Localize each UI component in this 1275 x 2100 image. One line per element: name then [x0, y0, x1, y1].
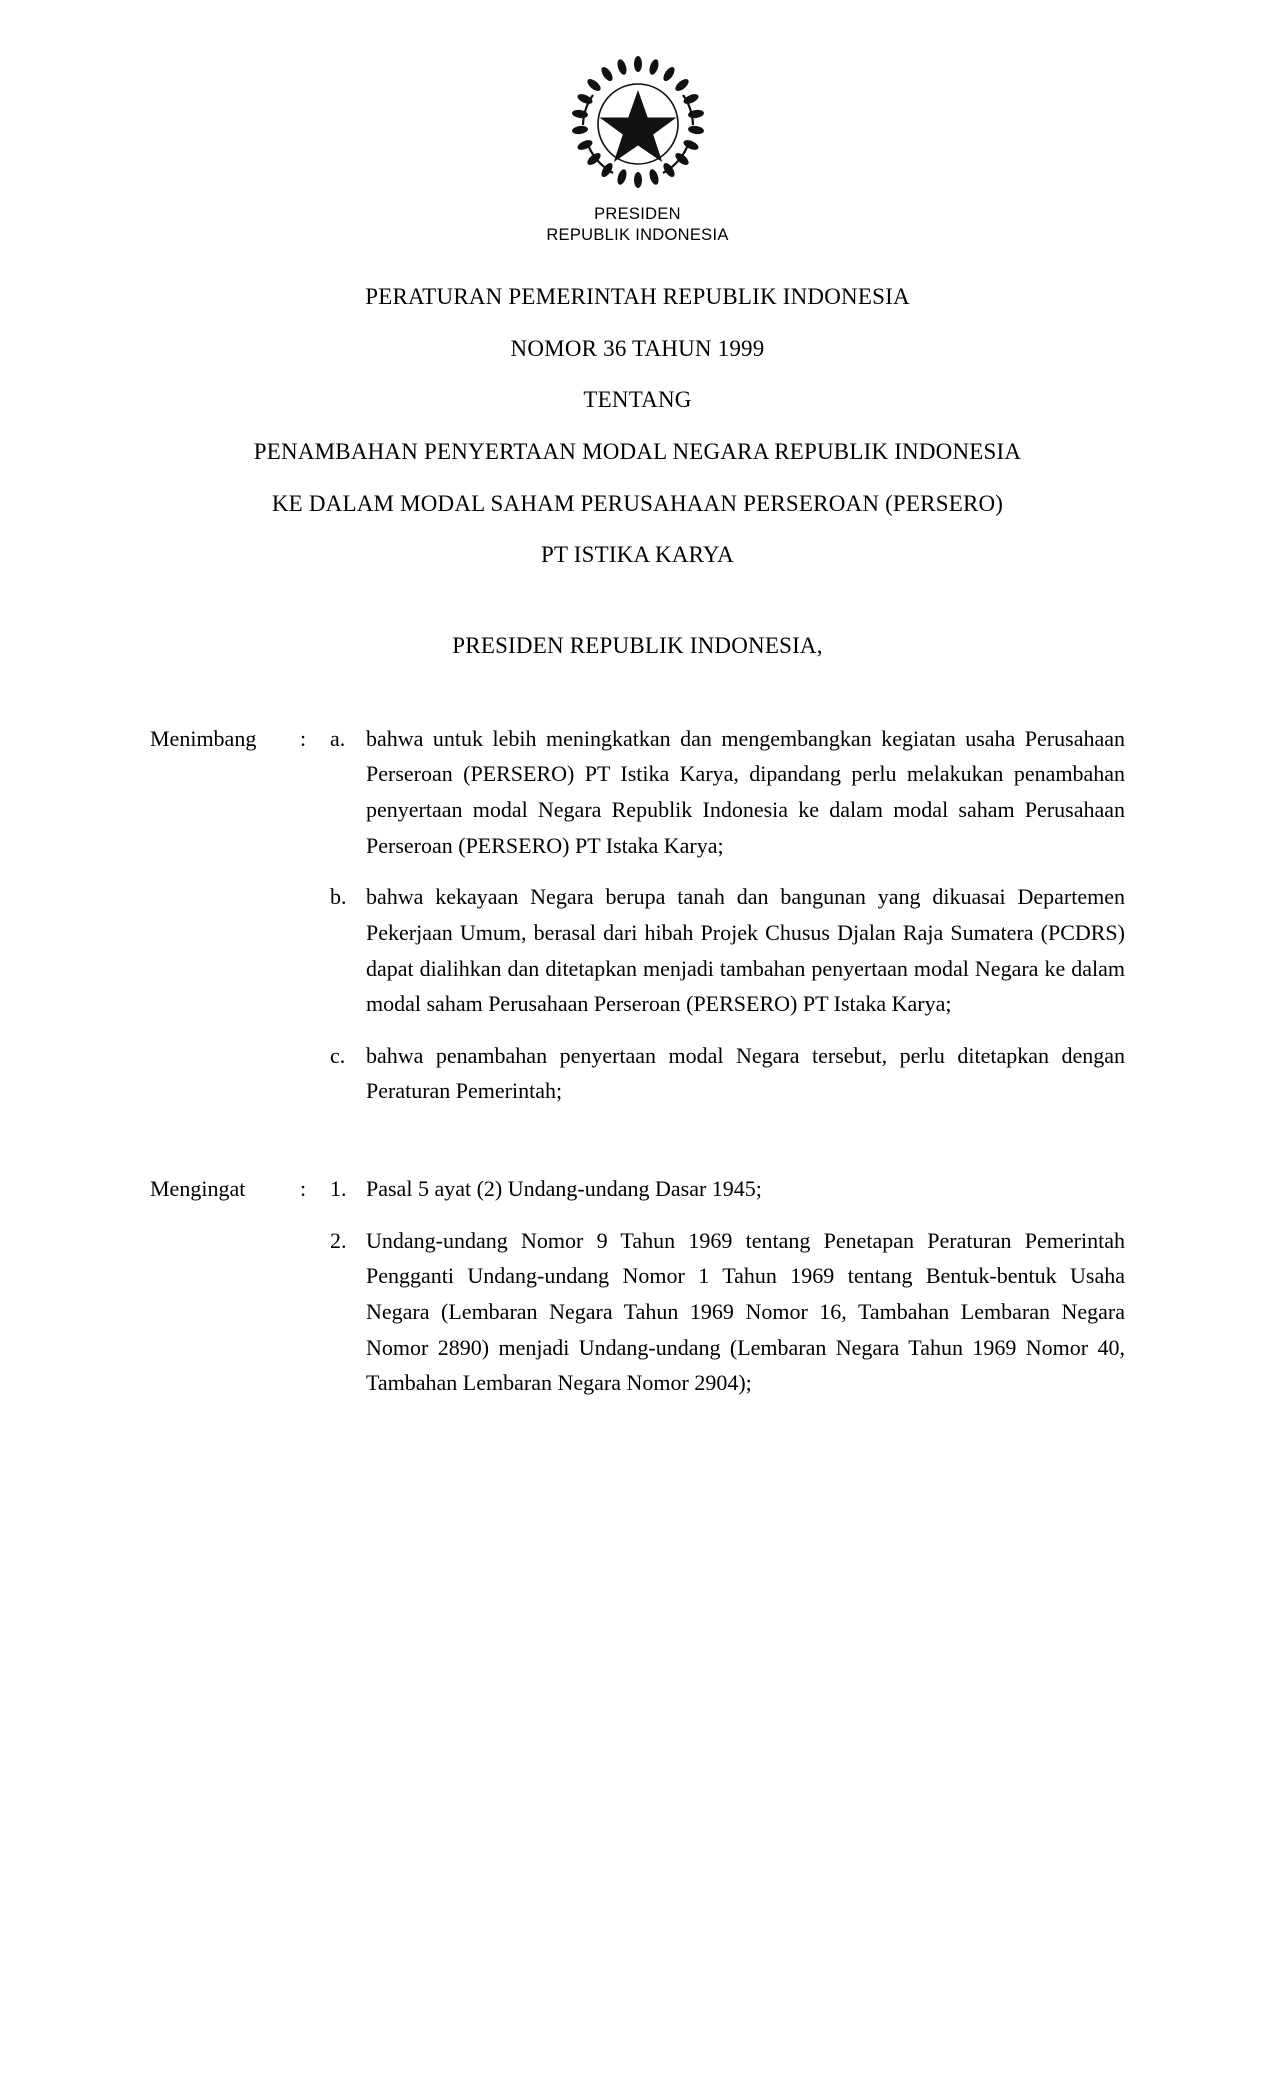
- legal-basis-item-1: [150, 1171, 1125, 1207]
- legal-basis-label: Mengingat: [150, 1176, 246, 1202]
- legal-basis-text-2: Undang-undang Nomor 9 Tahun 1969 tentang Penetapan Peraturan Pemerintah Pengganti Undang-undang Nomor 1 Tahun 1969 tentang Bentuk-bentuk Usaha Negara (Lembaran Negara Tahun 1969 Nomor 16, Tambahan Lembaran Negara Nomor 2890) menjadi Undang-undang (Lembaran Negara Tahun 1969 Nomor 40, Tambahan Lembaran Negara Nomor 2904);: [366, 1227, 1125, 1396]
- legal-basis-text-1: Pasal 5 ayat (2) Undang-undang Dasar 1945;: [366, 1176, 762, 1202]
- clauses-section: [150, 721, 1125, 1401]
- title-line-company: PT ISTIKA KARYA: [541, 542, 734, 568]
- emblem-block: [150, 50, 1125, 245]
- consideration-marker-a: a.: [330, 725, 346, 751]
- consideration-item-b: [150, 879, 1125, 1022]
- title-line-number: NOMOR 36 TAHUN 1999: [510, 335, 765, 361]
- legal-basis-marker-1: 1.: [330, 1176, 347, 1202]
- emblem-caption: [546, 204, 728, 245]
- consideration-text-c: bahwa penambahan penyertaan modal Negara tersebut, perlu ditetapkan dengan Peraturan Pemerintah;: [366, 1042, 1125, 1104]
- consideration-marker-b: b.: [330, 884, 347, 910]
- emblem-caption-line-2: REPUBLIK INDONESIA: [546, 225, 729, 244]
- legal-basis-item-2: [150, 1223, 1125, 1401]
- document-title-block: [150, 283, 1125, 569]
- consideration-item-c: [150, 1038, 1125, 1109]
- opening-statement: PRESIDEN REPUBLIK INDONESIA,: [452, 632, 823, 658]
- legal-basis-group: [150, 1171, 1125, 1401]
- considerations-colon: :: [300, 725, 307, 751]
- title-line-subject-1: PENAMBAHAN PENYERTAAN MODAL NEGARA REPUBLIK INDONESIA: [253, 439, 1022, 465]
- considerations-group: [150, 721, 1125, 1109]
- section-spacer: [150, 1125, 1125, 1171]
- consideration-marker-c: c.: [330, 1042, 346, 1068]
- emblem-caption-line-1: PRESIDEN: [594, 205, 681, 223]
- considerations-label: Menimbang: [150, 725, 257, 751]
- title-line-subject-2: KE DALAM MODAL SAHAM PERUSAHAAN PERSEROAN (PERSERO): [271, 490, 1004, 516]
- legal-basis-marker-2: 2.: [330, 1227, 347, 1253]
- title-line-about: TENTANG: [583, 387, 692, 413]
- garuda-star-emblem-icon: [563, 50, 713, 200]
- title-line-regulation: PERATURAN PEMERINTAH REPUBLIK INDONESIA: [365, 284, 910, 310]
- consideration-item-a: [150, 721, 1125, 864]
- legal-basis-colon: :: [300, 1176, 307, 1202]
- consideration-text-a: bahwa untuk lebih meningkatkan dan mengembangkan kegiatan usaha Perusahaan Perseroan (PERSERO) PT Istika Karya, dipandang perlu melakukan penambahan penyertaan modal Negara Republik Indonesia ke dalam modal saham Perusahaan Perseroan (PERSERO) PT Istaka Karya;: [366, 725, 1125, 858]
- consideration-text-b: bahwa kekayaan Negara berupa tanah dan bangunan yang dikuasai Departemen Pekerjaan Umum, berasal dari hibah Projek Chusus Djalan Raja Sumatera (PCDRS) dapat dialihkan dan ditetapkan menjadi tambahan penyertaan modal Negara ke dalam modal saham Perusahaan Perseroan (PERSERO) PT Istaka Karya;: [366, 884, 1125, 1017]
